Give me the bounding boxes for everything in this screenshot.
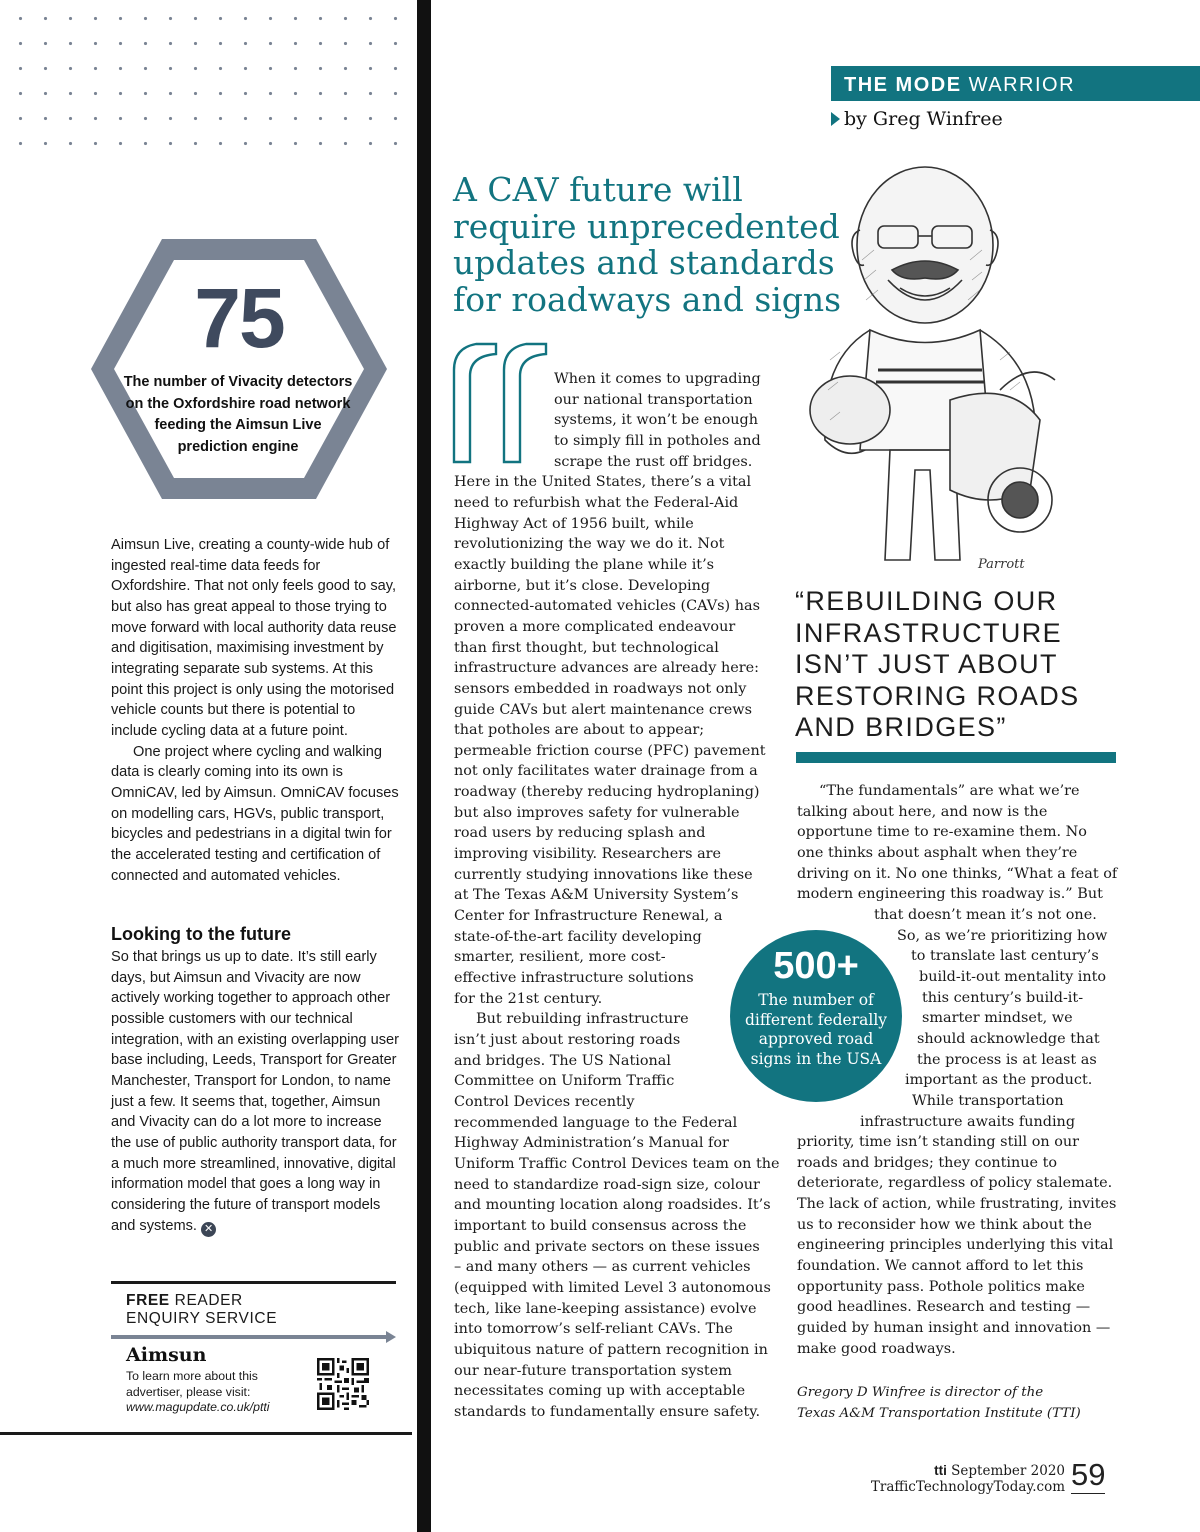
text-line: road users by reducing splash and	[454, 825, 706, 842]
text-line: make good roadways.	[797, 1340, 956, 1357]
text-line: priority, time isn’t standing still on our	[797, 1134, 1080, 1151]
footer-site[interactable]: TrafficTechnologyToday.com	[870, 1479, 1065, 1495]
section-label-bold: THE MODE	[844, 74, 962, 96]
text-line: this century’s build-it-	[922, 989, 1084, 1006]
text-line: infrastructure awaits funding	[860, 1113, 1076, 1130]
text-line: improving visibility. Researchers are	[454, 846, 722, 863]
text-line: need to standardize road-sign size, colour	[454, 1176, 760, 1193]
page-number: 59	[1071, 1457, 1106, 1492]
text-line: guide CAVs but alert maintenance crews	[454, 701, 753, 718]
divider	[0, 1432, 412, 1435]
text-line: proven a more complicated endeavour	[454, 618, 736, 635]
text-line: isn’t just about restoring roads	[454, 1032, 681, 1048]
text-line: effective infrastructure solutions	[454, 970, 694, 987]
text-line: Center for Infrastructure Renewal, a	[454, 908, 723, 925]
text-line: engineering principles underlying this vital	[797, 1237, 1114, 1254]
text-line: connected-automated vehicles (CAVs) has	[454, 598, 760, 615]
arrow-icon	[386, 1331, 396, 1343]
section-heading: Looking to the future	[111, 924, 291, 944]
text-line: airborne, but it’s close. Developing	[454, 577, 711, 594]
text-line: than first thought, but technological	[454, 639, 719, 656]
page-divider	[417, 0, 431, 1532]
text-line: smarter, resilient, more cost-	[454, 949, 666, 966]
text-line: So, as we’re prioritizing how	[897, 927, 1108, 944]
footer-date: September 2020	[951, 1463, 1065, 1479]
text-line: scrape the rust off bridges.	[554, 453, 753, 470]
text-line: revolutionizing the way we do it. Not	[454, 536, 725, 553]
author-bio-line: Texas A&M Transportation Institute (TTI)	[797, 1405, 1081, 1421]
text-line: into tomorrow’s self-reliant CAVs. The	[454, 1321, 733, 1338]
play-triangle-icon	[831, 112, 840, 126]
text-line: infrastructure advances are already here:	[454, 660, 760, 677]
text-line: opportune time to re-examine them. No	[797, 824, 1087, 841]
text-line: recommended language to the Federal	[454, 1114, 738, 1131]
text-line: systems, it won’t be enough	[554, 412, 759, 429]
text-line: for the 21st century.	[454, 990, 603, 1007]
author-bio-line: Gregory D Winfree is director of the	[797, 1385, 1044, 1400]
text-line: opportunity pass. Pothole politics make	[797, 1278, 1085, 1295]
text-line: at The Texas A&M University System’s	[454, 887, 739, 904]
left-body-text	[111, 535, 399, 886]
text-line: But rebuilding infrastructure	[476, 1011, 689, 1028]
headline: A CAV future will require unprecedented updates and standards for roadways and signs	[453, 170, 842, 319]
reader-service-instructions: To learn more about this advertiser, please visit:	[126, 1369, 258, 1399]
text-line: – and many others — as current vehicles	[454, 1259, 751, 1276]
stat-number: 75	[194, 271, 284, 365]
text-line: driving on it. No one thinks, “What a feat of	[797, 865, 1118, 882]
text-line: guided by human insight and innovation —	[797, 1320, 1111, 1337]
text-line: that doesn’t mean it’s not one.	[874, 906, 1097, 923]
left-body-text-2	[111, 947, 399, 1237]
paragraph: One project where cycling and walking data is clearly coming into its own is OmniCAV, led by Aimsun. OmniCAV focuses on modelling cars, HGVs, public transport, bicycles and pedestrians in a digital twin for the accelerated testing and certification of connected and automated vehicles.	[111, 743, 399, 884]
text-line: that potholes are about to appear;	[454, 722, 705, 739]
text-line: good headlines. Research and testing —	[797, 1299, 1091, 1316]
text-line: (equipped with limited Level 3 autonomous	[454, 1279, 771, 1296]
article-column-1	[454, 369, 780, 1422]
text-line: to simply fill in potholes and	[554, 432, 761, 449]
text-line: tech, like lane-keeping assistance) evolve	[454, 1300, 757, 1317]
text-line: The lack of action, while frustrating, invites	[797, 1196, 1117, 1213]
text-line: us to reconsider how we think about the	[797, 1216, 1092, 1233]
text-line: talking about here, and now is the	[797, 803, 1048, 820]
text-line: roads and bridges; they continue to	[797, 1154, 1058, 1171]
text-line: need to refurbish what the Federal-Aid	[454, 494, 739, 511]
illustration-signature: Parrott	[978, 557, 1025, 572]
section-label	[844, 73, 1075, 97]
stat-caption: The number of Vivacity detectors on the Oxfordshire road network feeding the Aimsun Live prediction engine	[123, 374, 353, 455]
text-line: When it comes to upgrading	[554, 371, 761, 387]
text-line: important to build consensus across the	[454, 1217, 747, 1234]
footer-brand: tti	[934, 1463, 947, 1478]
paragraph	[111, 947, 399, 1237]
section-label-rest: WARRIOR	[961, 74, 1076, 96]
byline-text: by Greg Winfree	[844, 108, 1003, 130]
text-line: state-of-the-art facility developing	[454, 928, 702, 945]
text-line: necessitates coming up with acceptable	[454, 1383, 746, 1400]
pull-quote: “REBUILDING OUR INFRASTRUCTURE ISN’T JUST ABOUT RESTORING ROADS AND BRIDGES”	[795, 586, 1080, 742]
text-line: “The fundamentals” are what we’re	[819, 783, 1080, 799]
text-line: standards to fundamentally ensure safety.	[454, 1403, 761, 1420]
text-line: Control Devices recently	[454, 1093, 635, 1110]
text-line: foundation. We cannot afford to let this	[797, 1258, 1084, 1275]
reader-service-url[interactable]: www.magupdate.co.uk/ptti	[126, 1400, 270, 1414]
page-footer	[820, 1463, 1065, 1495]
reader-service-title-rest: READER	[169, 1292, 243, 1309]
text-line: roadway (thereby reducing hydroplaning)	[454, 784, 760, 801]
paragraph-text: So that brings us up to date. It’s still early days, but Aimsun and Vivacity are now actively working together to approach other possible customers with our technical integration, with an existing overlapping user base including, Leeds, Transport for Greater Manchester, Transport for London, to name just a few. It seems that, together, Aimsun and Vivacity can do a lot more to increase the use of public authority transport data, for a much more streamlined, innovative, digital information model that goes a long way in considering the future of transport models and systems.	[111, 949, 399, 1234]
text-line: to translate last century’s	[911, 948, 1099, 965]
text-line: While transportation	[912, 1092, 1064, 1109]
stat-number: 500+	[773, 945, 859, 987]
text-line: the process is at least as	[917, 1051, 1097, 1068]
text-line: but also improves safety for vulnerable	[454, 804, 740, 821]
paragraph: Aimsun Live, creating a county-wide hub of ingested real-time data feeds for Oxfordshire. That not only feels good to say, but also has great appeal to those trying to move forward with local authority data reuse and digitisation, maximising investment by integrating separate sub systems. At this point this project is only using the motorised vehicle counts but there is potential to include cycling data at a future point.	[111, 537, 397, 739]
text-line: permeable friction course (PFC) pavement	[454, 742, 766, 759]
text-line: our national transportation	[554, 391, 753, 408]
text-line: ubiquitous nature of pattern recognition in	[454, 1341, 768, 1358]
text-line: Committee on Uniform Traffic	[454, 1073, 675, 1090]
text-line: currently studying innovations like these	[454, 866, 753, 883]
text-line: build-it-out mentality into	[919, 968, 1107, 985]
text-line: one thinks about asphalt when they’re	[797, 844, 1078, 861]
text-line: should acknowledge that	[917, 1030, 1100, 1047]
reader-service-title	[126, 1292, 277, 1328]
end-mark-icon: ✕	[201, 1222, 216, 1237]
reader-service-text	[126, 1369, 306, 1416]
text-line: public and private sectors on these issues	[454, 1238, 760, 1255]
text-line: sensors embedded in roadways not only	[454, 680, 747, 697]
text-line: modern engineering this roadway is.” But	[797, 886, 1103, 903]
text-line: exactly building the plane while it’s	[454, 556, 715, 573]
stat-caption: The number of different federally approved road signs in the USA	[744, 991, 888, 1068]
author-bio	[797, 1383, 1117, 1424]
pull-quote-bar	[796, 752, 1116, 763]
text-line: and mounting location along roadsides. It’s	[454, 1197, 771, 1214]
text-line: and bridges. The US National	[454, 1052, 671, 1069]
text-line: Here in the United States, there’s a vital	[454, 474, 752, 491]
caricature-illustration	[800, 160, 1060, 580]
dot-pattern	[0, 0, 412, 160]
reader-service-title-line2: ENQUIRY SERVICE	[126, 1310, 278, 1327]
divider	[111, 1281, 396, 1284]
qr-code-icon[interactable]	[317, 1358, 369, 1410]
byline	[831, 107, 1003, 131]
text-line: important as the product.	[905, 1072, 1093, 1089]
divider	[111, 1335, 387, 1339]
text-line: smarter mindset, we	[922, 1010, 1073, 1027]
text-line: deteriorate, regardless of policy stalemate.	[797, 1175, 1113, 1192]
advertiser-name: Aimsun	[126, 1344, 207, 1366]
reader-service-free: FREE	[126, 1292, 170, 1309]
text-line: Highway Administration’s Manual for	[454, 1135, 729, 1152]
text-line: Highway Act of 1956 built, while	[454, 515, 694, 532]
text-line: our near-future transportation system	[454, 1362, 732, 1379]
text-line: Uniform Traffic Control Devices team on the	[454, 1155, 780, 1172]
text-line: not only facilitates water drainage from a	[454, 763, 758, 780]
